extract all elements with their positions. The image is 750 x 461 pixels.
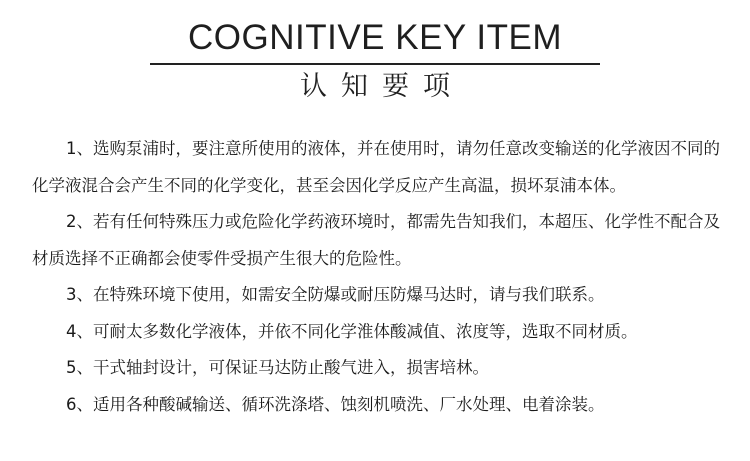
header [0,0,750,110]
list-item: 1、选购泵浦时，要注意所使用的液体，并在使用时，请勿任意改变输送的化学液因不同的化学液混合会产生不同的化学变化，甚至会因化学反应产生高温，损坏泵浦本体。 [32,139,720,195]
list-item: 3、在特殊环境下使用，如需安全防爆或耐压防爆马达时，请与我们联系。 [66,285,605,304]
list-item: 4、可耐太多数化学液体，并依不同化学淮体酸减值、浓度等，选取不同材质。 [66,321,638,341]
items-list [32,131,722,423]
list-item: 5、干式轴封设计，可保证马达防止酸气进入，损害培林。 [66,358,489,377]
list-item: 2、若有任何特殊压力或危险化学药液环境时，都需先告知我们，本超压、化学性不配合及材质选择不正确都会使零件受损产生很大的危险性。 [32,212,720,268]
title-chinese: 认知要项 [300,71,464,102]
list-item: 6、适用各种酸碱输送、循环洗涤塔、蚀刻机喷洗、厂水处理、电着涂装。 [66,394,605,414]
title-english: COGNITIVE KEY ITEM [188,18,562,57]
title-divider [150,63,600,65]
